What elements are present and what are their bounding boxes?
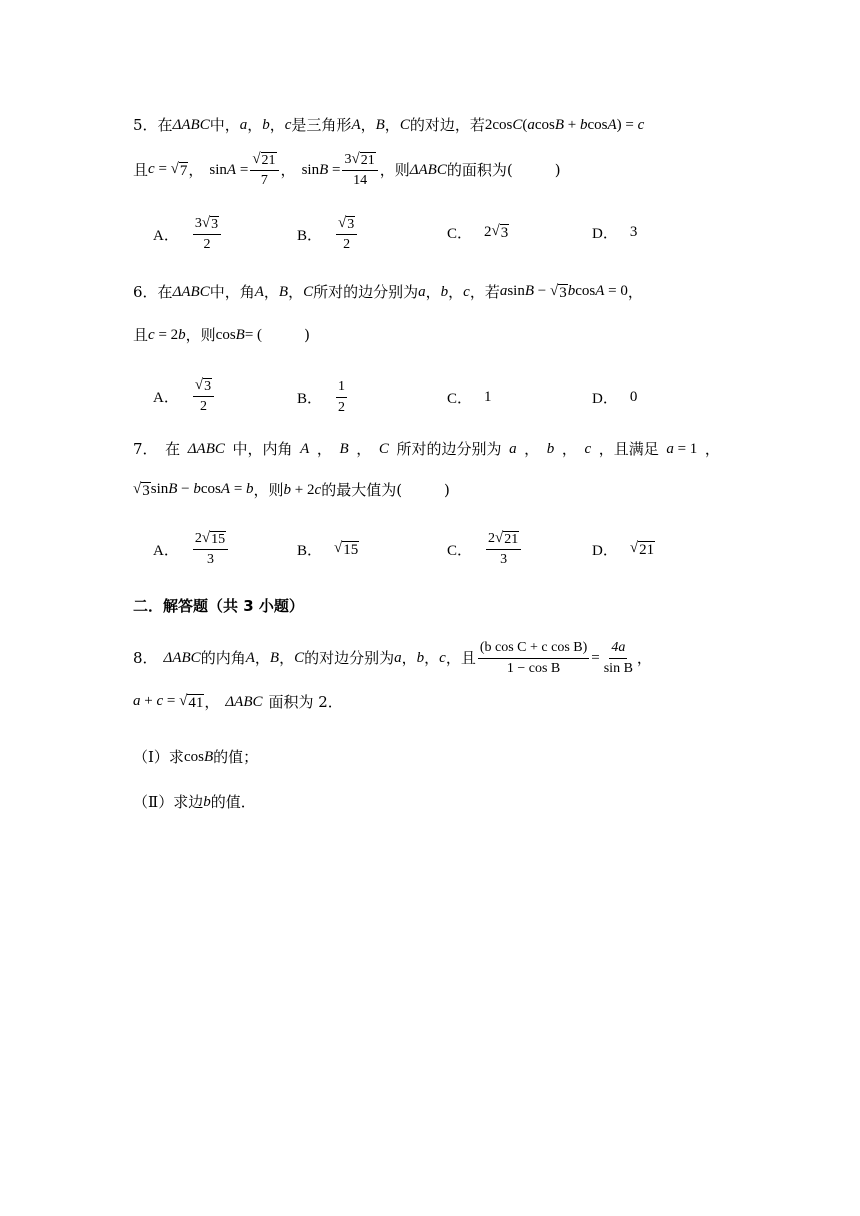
q7-option-a[interactable]: A． 2 √ 15 3 bbox=[153, 531, 230, 568]
q7-option-c[interactable]: C． 2 √ 21 3 bbox=[447, 531, 523, 568]
q5-option-a[interactable]: A． 3 √ 3 2 bbox=[153, 216, 223, 253]
q6-option-d[interactable]: D． 0 bbox=[592, 389, 638, 407]
q8-part2: （Ⅱ）求边 b 的值． bbox=[133, 793, 256, 811]
q7-option-b[interactable]: B． √ 15 bbox=[297, 539, 359, 559]
q8-right-fraction: $\frac{4a}{\text{sin B}}$ bbox=[603, 640, 633, 676]
q5-option-d[interactable]: D． 3 bbox=[592, 224, 638, 242]
sinA-fraction: √ 21 7 bbox=[250, 152, 278, 189]
q5-number: 5． bbox=[133, 116, 158, 134]
section-heading: 二．解答题（共 3 小题） bbox=[133, 597, 304, 615]
q5-line2: 且 c = √ 7 ， sinA = √ 21 7 ， sinB = 3 √ 21 14 ，则 ΔABC 的面积为( ) bbox=[133, 151, 561, 189]
q6-condition-equation: asinB − √ 3 bcosA = 0 bbox=[499, 283, 628, 301]
q7-line2: √ 3 sinB − bcosA = b ，则 b + 2c 的最大值为( ) bbox=[133, 481, 450, 500]
q7-line1: 7． 在 ΔABC 中，内角 A ， B ， C 所对的边分别为 a ， b ， c ，且满足 a = 1 ， bbox=[133, 440, 720, 458]
triangle-abc: ΔABC bbox=[172, 117, 210, 133]
q6-line1: 6． 在 ΔABC 中，角 A ， B ， C 所对的边分别为 a ， b ， c ，若 asinB − √ 3 bcosA = 0 ， bbox=[133, 283, 643, 302]
q6-option-c[interactable]: C． 1 bbox=[447, 389, 492, 407]
q6-option-b[interactable]: B． $\frac{1}{2}$ bbox=[297, 379, 346, 415]
q8-part1: （Ⅰ）求 cosB 的值； bbox=[133, 748, 259, 766]
q8-line2: a + c = √ 41 ， ΔABC 面积为 2． bbox=[133, 693, 343, 712]
q6-line2: 且 c = 2b ，则 cosB = ( ) bbox=[133, 326, 310, 344]
sinB-fraction: 3 √ 21 14 bbox=[342, 152, 377, 189]
q7-condition-equation: √ 3 sinB − bcosA = b bbox=[133, 481, 254, 499]
q5-option-c[interactable]: C． 2 √ 3 bbox=[447, 222, 509, 242]
q7-option-d[interactable]: D． √ 21 bbox=[592, 539, 655, 559]
q5-line1: 5． 在 ΔABC 中， a ， b ， c 是三角形 A ， B ， C 的对边，若 2cosC(acosB + bcosA) = c bbox=[133, 116, 645, 134]
q8-left-fraction: $\frac{\text{(b cos C + c cos B)}}{\text{1 − cos B}}$ bbox=[479, 640, 588, 676]
q8-line1: 8． ΔABC 的内角 A ， B ， C 的对边分别为 a ， b ， c ，且 $\frac{\text{(b cos C + c cos B)}}{\text{1 − cos B}}$ = $\frac{4a}{\text{sin B}}$ ， bbox=[133, 640, 652, 676]
q5-condition-equation: 2cosC(acosB + bcosA) = c bbox=[484, 117, 645, 133]
q5-option-b[interactable]: B． √ 3 2 bbox=[297, 216, 359, 253]
q6-option-a[interactable]: A． √ 3 2 bbox=[153, 378, 216, 415]
